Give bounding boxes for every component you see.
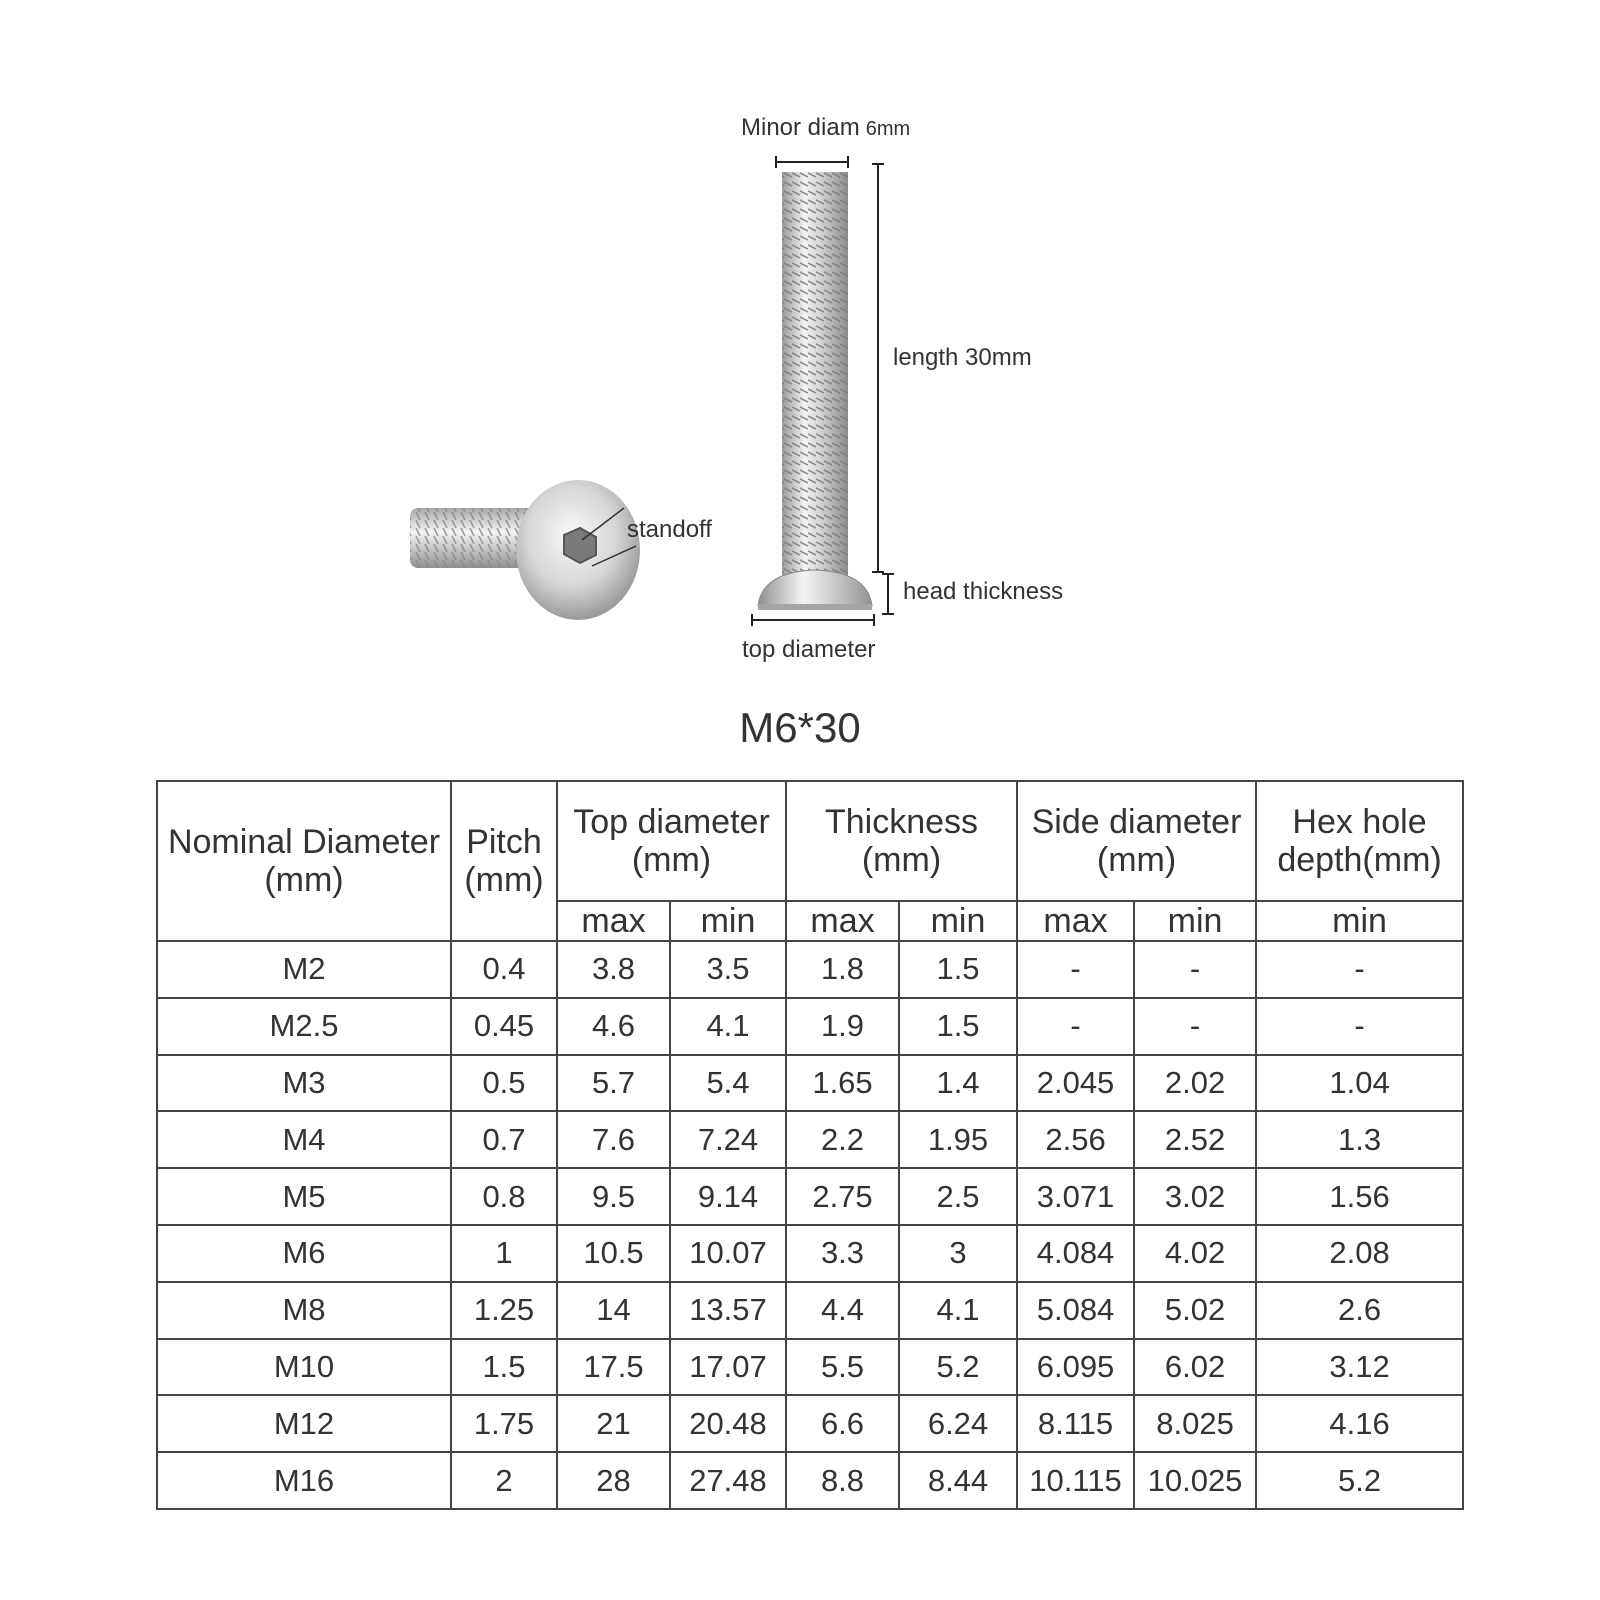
standoff-label: standoff bbox=[627, 516, 712, 543]
screw-drawing bbox=[0, 0, 1600, 700]
row-size-cell: M3 bbox=[157, 1055, 451, 1112]
table-cell: 9.14 bbox=[670, 1168, 786, 1225]
table-cell: 2.2 bbox=[786, 1111, 899, 1168]
table-cell: 1 bbox=[451, 1225, 557, 1282]
subheader-min: min bbox=[670, 901, 786, 941]
minor-diameter-value: 6mm bbox=[865, 118, 911, 140]
table-cell: 1.8 bbox=[786, 941, 899, 998]
table-cell: 2.56 bbox=[1017, 1111, 1134, 1168]
table-cell: 0.8 bbox=[451, 1168, 557, 1225]
subheader-min: min bbox=[1134, 901, 1256, 941]
table-cell: 5.02 bbox=[1134, 1282, 1256, 1339]
table-cell: - bbox=[1134, 998, 1256, 1055]
table-cell: 5.5 bbox=[786, 1339, 899, 1396]
table-row bbox=[157, 1225, 1463, 1282]
row-size-cell: M10 bbox=[157, 1339, 451, 1396]
screw-illustration bbox=[0, 0, 1600, 700]
table-cell: 0.45 bbox=[451, 998, 557, 1055]
table-cell: 1.9 bbox=[786, 998, 899, 1055]
table-cell: 10.07 bbox=[670, 1225, 786, 1282]
table-cell: 1.3 bbox=[1256, 1111, 1463, 1168]
table-cell: 10.025 bbox=[1134, 1452, 1256, 1509]
row-size-cell: M6 bbox=[157, 1225, 451, 1282]
table-cell: 1.95 bbox=[899, 1111, 1017, 1168]
front-view-screw bbox=[758, 172, 872, 610]
head-thickness-label: head thickness bbox=[903, 578, 1064, 605]
table-cell: 1.4 bbox=[899, 1055, 1017, 1112]
table-cell: 5.2 bbox=[1256, 1452, 1463, 1509]
header-side-diameter: Side diameter (mm) bbox=[1017, 781, 1256, 901]
table-cell: 4.02 bbox=[1134, 1225, 1256, 1282]
table-cell: 3.8 bbox=[557, 941, 670, 998]
table-cell: 5.7 bbox=[557, 1055, 670, 1112]
table-cell: - bbox=[1256, 998, 1463, 1055]
table-cell: 8.44 bbox=[899, 1452, 1017, 1509]
table-cell: 1.5 bbox=[899, 998, 1017, 1055]
header-thickness: Thickness (mm) bbox=[786, 781, 1017, 901]
table-cell: 4.1 bbox=[899, 1282, 1017, 1339]
table-cell: 2.75 bbox=[786, 1168, 899, 1225]
table-cell: 2.5 bbox=[899, 1168, 1017, 1225]
table-cell: 1.56 bbox=[1256, 1168, 1463, 1225]
table-cell: 10.115 bbox=[1017, 1452, 1134, 1509]
table-cell: 4.4 bbox=[786, 1282, 899, 1339]
table-cell: 0.7 bbox=[451, 1111, 557, 1168]
header-pitch: Pitch (mm) bbox=[451, 781, 557, 941]
table-cell: 0.5 bbox=[451, 1055, 557, 1112]
subheader-max: max bbox=[557, 901, 670, 941]
table-cell: 20.48 bbox=[670, 1395, 786, 1452]
table-row bbox=[157, 1395, 1463, 1452]
table-cell: 17.5 bbox=[557, 1339, 670, 1396]
table-cell: 6.095 bbox=[1017, 1339, 1134, 1396]
subheader-min: min bbox=[1256, 901, 1463, 941]
row-size-cell: M5 bbox=[157, 1168, 451, 1225]
table-cell: 4.16 bbox=[1256, 1395, 1463, 1452]
row-size-cell: M4 bbox=[157, 1111, 451, 1168]
subheader-min: min bbox=[899, 901, 1017, 941]
table-row bbox=[157, 1111, 1463, 1168]
table-cell: 1.25 bbox=[451, 1282, 557, 1339]
table-cell: 14 bbox=[557, 1282, 670, 1339]
table-cell: 5.2 bbox=[899, 1339, 1017, 1396]
table-cell: - bbox=[1134, 941, 1256, 998]
table-cell: 8.025 bbox=[1134, 1395, 1256, 1452]
spec-table-body bbox=[157, 941, 1463, 1509]
side-view-screw bbox=[410, 480, 640, 620]
table-cell: 7.24 bbox=[670, 1111, 786, 1168]
table-cell: 28 bbox=[557, 1452, 670, 1509]
table-cell: 3.3 bbox=[786, 1225, 899, 1282]
table-cell: 2.02 bbox=[1134, 1055, 1256, 1112]
header-row bbox=[157, 781, 1463, 901]
table-cell: 8.8 bbox=[786, 1452, 899, 1509]
table-cell: 7.6 bbox=[557, 1111, 670, 1168]
table-cell: 3.5 bbox=[670, 941, 786, 998]
table-row bbox=[157, 1168, 1463, 1225]
row-size-cell: M2.5 bbox=[157, 998, 451, 1055]
table-row bbox=[157, 941, 1463, 998]
table-cell: 2.6 bbox=[1256, 1282, 1463, 1339]
table-cell: 8.115 bbox=[1017, 1395, 1134, 1452]
table-cell: 21 bbox=[557, 1395, 670, 1452]
table-row bbox=[157, 998, 1463, 1055]
table-cell: 6.24 bbox=[899, 1395, 1017, 1452]
table-cell: 10.5 bbox=[557, 1225, 670, 1282]
table-cell: 6.02 bbox=[1134, 1339, 1256, 1396]
table-cell: 3 bbox=[899, 1225, 1017, 1282]
table-cell: 5.084 bbox=[1017, 1282, 1134, 1339]
table-cell: - bbox=[1017, 941, 1134, 998]
header-hex-hole-depth: Hex hole depth(mm) bbox=[1256, 781, 1463, 901]
row-size-cell: M12 bbox=[157, 1395, 451, 1452]
table-cell: 1.04 bbox=[1256, 1055, 1463, 1112]
header-nominal-diameter: Nominal Diameter (mm) bbox=[157, 781, 451, 941]
header-top-diameter: Top diameter (mm) bbox=[557, 781, 786, 901]
table-cell: 1.5 bbox=[899, 941, 1017, 998]
table-cell: 1.65 bbox=[786, 1055, 899, 1112]
minor-diameter-text: Minor diam bbox=[741, 114, 860, 141]
row-size-cell: M2 bbox=[157, 941, 451, 998]
table-cell: 1.75 bbox=[451, 1395, 557, 1452]
table-row bbox=[157, 1452, 1463, 1509]
table-cell: 9.5 bbox=[557, 1168, 670, 1225]
table-row bbox=[157, 1055, 1463, 1112]
subheader-max: max bbox=[1017, 901, 1134, 941]
table-cell: 17.07 bbox=[670, 1339, 786, 1396]
length-label: length 30mm bbox=[893, 344, 1032, 371]
table-cell: 3.071 bbox=[1017, 1168, 1134, 1225]
table-cell: 27.48 bbox=[670, 1452, 786, 1509]
table-cell: 3.02 bbox=[1134, 1168, 1256, 1225]
table-cell: 3.12 bbox=[1256, 1339, 1463, 1396]
table-cell: 2 bbox=[451, 1452, 557, 1509]
row-size-cell: M8 bbox=[157, 1282, 451, 1339]
table-cell: 4.6 bbox=[557, 998, 670, 1055]
table-cell: 0.4 bbox=[451, 941, 557, 998]
top-diameter-label: top diameter bbox=[742, 636, 876, 663]
table-cell: 4.084 bbox=[1017, 1225, 1134, 1282]
table-cell: 4.1 bbox=[670, 998, 786, 1055]
table-cell: 6.6 bbox=[786, 1395, 899, 1452]
table-cell: 2.08 bbox=[1256, 1225, 1463, 1282]
minor-diameter-label bbox=[741, 114, 910, 142]
model-title: M6*30 bbox=[739, 704, 861, 751]
table-cell: 2.52 bbox=[1134, 1111, 1256, 1168]
table-cell: 2.045 bbox=[1017, 1055, 1134, 1112]
subheader-max: max bbox=[786, 901, 899, 941]
table-row bbox=[157, 1339, 1463, 1396]
row-size-cell: M16 bbox=[157, 1452, 451, 1509]
table-row bbox=[157, 1282, 1463, 1339]
table-cell: 5.4 bbox=[670, 1055, 786, 1112]
table-cell: - bbox=[1017, 998, 1134, 1055]
table-cell: 13.57 bbox=[670, 1282, 786, 1339]
spec-table bbox=[156, 780, 1464, 1510]
table-cell: - bbox=[1256, 941, 1463, 998]
table-cell: 1.5 bbox=[451, 1339, 557, 1396]
